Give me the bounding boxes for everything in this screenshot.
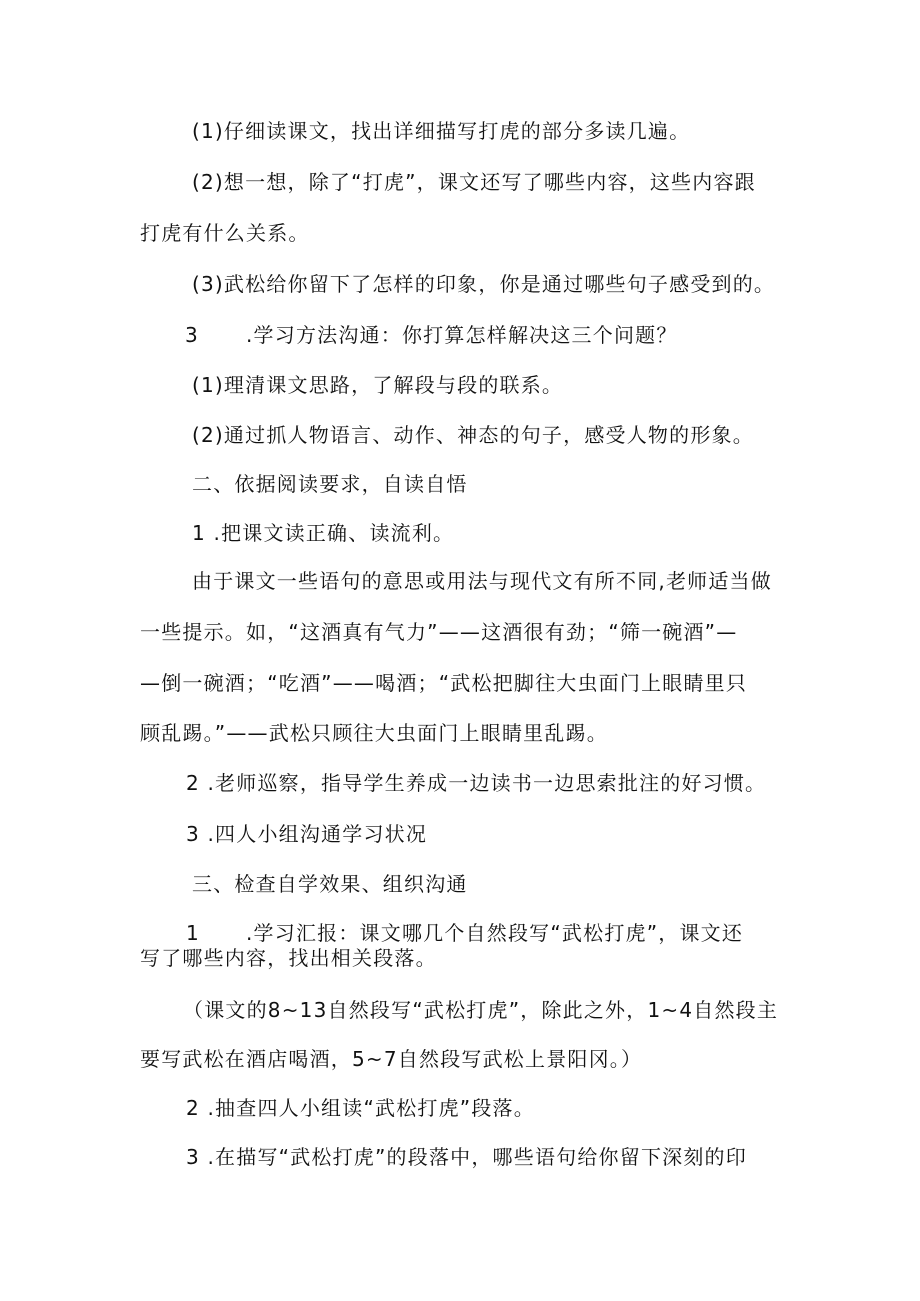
- text-line-10: 一些提示。如，“这酒真有气力”——这酒很有劲；“筛一碗酒”—: [140, 620, 738, 644]
- text-line-9: 由于课文一些语句的意思或用法与现代文有所不同,老师适当做: [192, 569, 772, 593]
- text-line-8: 1 .把课文读正确、读流利。: [192, 521, 455, 545]
- text-line-6: (1)理清课文思路，了解段与段的联系。: [192, 373, 564, 397]
- text-line-13: 2 .老师巡察，指导学生养成一边读书一边思索批注的好习惯。: [186, 771, 767, 795]
- text-line-17: （课文的8~13自然段写“武松打虎”，除此之外，1~4自然段主: [183, 998, 779, 1022]
- section-heading-2: 二、依据阅读要求，自读自悟: [192, 472, 468, 496]
- text-line-7: (2)通过抓人物语言、动作、神态的句子，感受人物的形象。: [192, 423, 754, 447]
- text-line-2: (2)想一想，除了“打虎”，课文还写了哪些内容，这些内容跟: [192, 170, 756, 194]
- text-line-14: 3 .四人小组沟通学习状况: [186, 822, 428, 846]
- text-line-4: (3)武松给你留下了怎样的印象，你是通过哪些句子感受到的。: [192, 272, 776, 296]
- text-line-11: —倒一碗酒；“吃酒”——喝酒；“武松把脚往大虫面门上眼睛里只: [140, 671, 748, 695]
- text-line-12: 顾乱踢。”——武松只顾往大虫面门上眼睛里乱踢。: [140, 721, 608, 745]
- text-line-5: .学习方法沟通：你打算怎样解决这三个问题？: [246, 323, 678, 347]
- text-line-18: 要写武松在酒店喝酒，5~7自然段写武松上景阳冈。）: [140, 1047, 643, 1071]
- text-line-15: .学习汇报：课文哪几个自然段写“武松打虎”，课文还: [246, 921, 744, 945]
- section-number-3: 3: [185, 323, 199, 347]
- text-line-3: 打虎有什么关系。: [140, 221, 310, 245]
- section-heading-3: 三、检查自学效果、组织沟通: [192, 872, 468, 896]
- text-line-1: (1)仔细读课文，找出详细描写打虎的部分多读几遍。: [192, 119, 691, 143]
- text-line-16: 写了哪些内容，找出相关段落。: [140, 946, 437, 970]
- text-line-19: 2 .抽查四人小组读“武松打虎”段落。: [186, 1096, 535, 1120]
- text-line-20: 3 .在描写“武松打虎”的段落中，哪些语句给你留下深刻的印: [186, 1145, 747, 1169]
- section-number-1: 1: [186, 921, 200, 945]
